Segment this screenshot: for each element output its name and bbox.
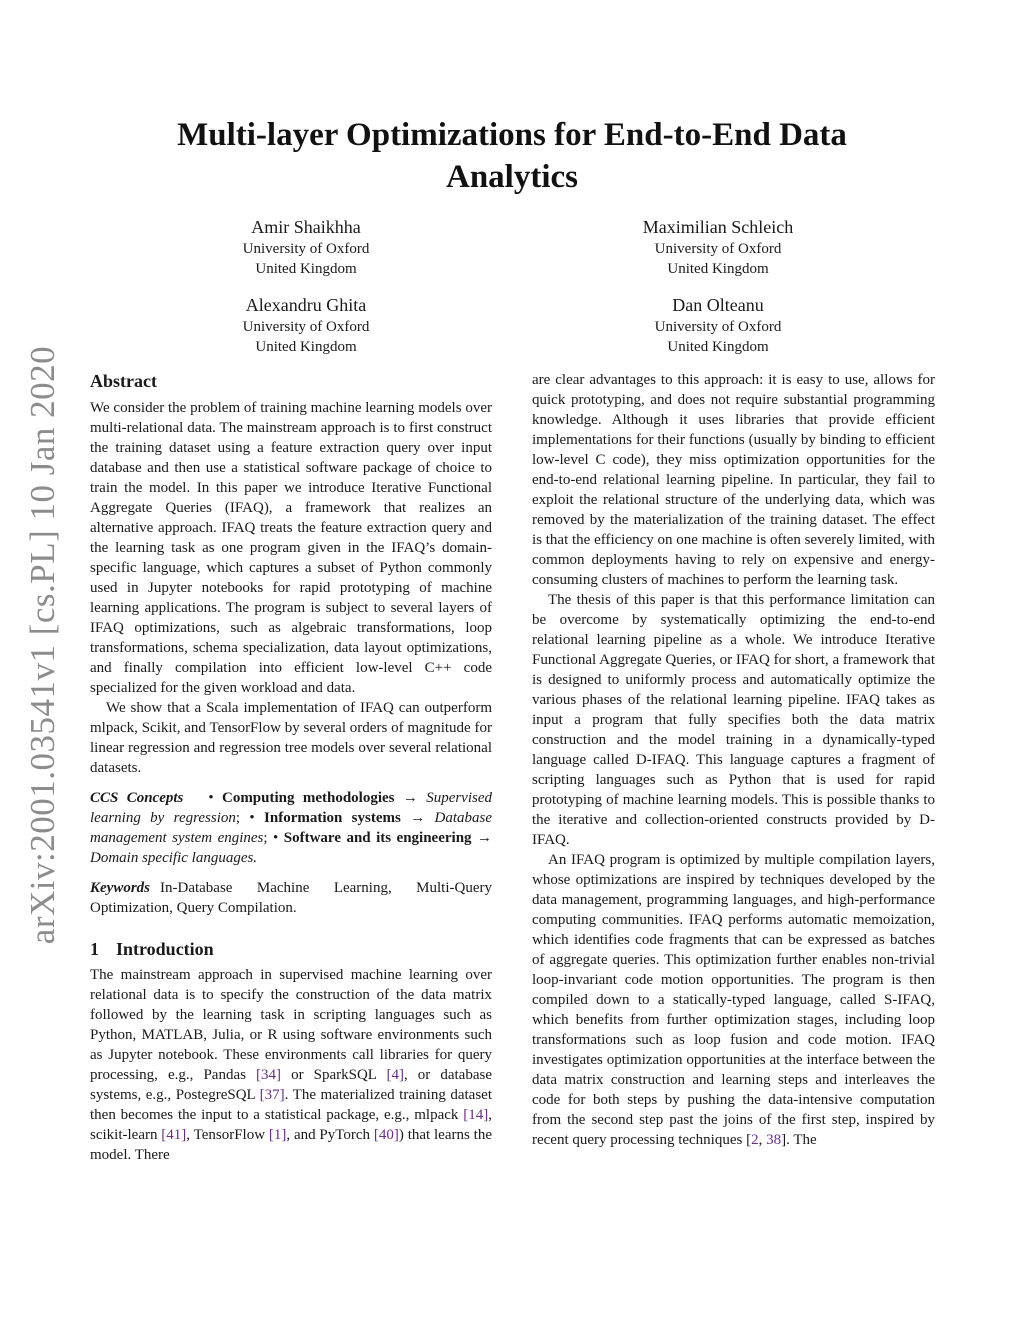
ccs-concepts: [90, 788, 492, 868]
ccs-bullet: •: [273, 830, 279, 846]
author-country: United Kingdom: [255, 339, 357, 355]
keywords-text: In-Database Machine Learning, Multi-Query Optimization, Query Compilation.: [90, 880, 492, 916]
citation-link[interactable]: [41]: [161, 1127, 187, 1143]
ccs-category: Computing methodologies: [221, 790, 395, 806]
abstract-paragraph: We consider the problem of training machine learning models over multi-relational data. The mainstream approach is to first construct the training dataset using a feature extraction query over input database and then use a statistical software package of choice to train the model. In this paper we introduce Iterative Functional Aggregate Queries (IFAQ), a framework that realizes an alternative approach. IFAQ treats the feature extraction query and the learning task as one program given in the IFAQ’s domain-specific language, which captures a subset of Python commonly used in Jupyter notebooks for rapid prototyping of machine learning applications. The program is subject to several layers of IFAQ optimizations, such as algebraic transformations, loop transformations, schema specialization, data layout optimizations, and finally compilation into efficient low-level C++ code specialized for the given workload and data.: [90, 400, 492, 696]
author-block: [558, 216, 878, 279]
citation-link[interactable]: [4]: [386, 1067, 404, 1083]
ccs-concept: Database management system engines: [90, 810, 493, 846]
arxiv-identifier: arXiv:2001.03541v1 [cs.PL] 10 Jan 2020: [23, 345, 62, 945]
author-affiliation: University of Oxford: [242, 319, 370, 335]
author-name: Amir Shaikhha: [251, 217, 361, 237]
author-country: United Kingdom: [667, 339, 769, 355]
keywords: [90, 878, 492, 918]
ccs-arrow: →: [477, 830, 493, 846]
section-number: 1: [90, 939, 99, 959]
section-heading: [90, 938, 492, 960]
ccs-separator: ;: [235, 810, 241, 826]
author-block: [146, 216, 466, 279]
intro-paragraph: An IFAQ program is optimized by multiple compilation layers, whose optimizations are inspired by techniques developed by the data management, programming languages, and high-performance computing communities. IFAQ performs automatic memoization, which identifies code fragments that can be expressed as batches of aggregate queries. This optimization further enables non-trivial loop-invariant code motion opportunities. The program is then compiled down to a statically-typed language, called S-IFAQ, which benefits from further optimization stages, including loop transformations such as loop fusion and code motion. IFAQ investigates optimization opportunities at the interface between the data matrix construction and learning steps and interleaves the code for both steps by pushing the data-intensive computation from the second step past the joins of the first step, inspired by recent query processing techniques [2, 38]. The: [532, 852, 935, 1148]
citation-link[interactable]: [34]: [256, 1067, 281, 1083]
ccs-concept: Supervised learning by regression: [90, 790, 493, 826]
author-name: Dan Olteanu: [672, 295, 764, 315]
author-name: Alexandru Ghita: [245, 295, 367, 315]
left-column: [90, 370, 492, 1165]
abstract-paragraph: We show that a Scala implementation of IFAQ can outperform mlpack, Scikit, and TensorFlow by several orders of magnitude for linear regression and regression tree models over several relational datasets.: [90, 700, 492, 776]
intro-paragraph: The thesis of this paper is that this performance limitation can be overcome by systematically optimizing the end-to-end relational learning pipeline as a whole. We introduce Iterative Functional Aggregate Queries, or IFAQ for short, a framework that is designed to uniformly process and automatically optimize the various phases of the relational learning pipeline. IFAQ takes as input a program that fully specifies both the data matrix construction and the model training in a dynamically-typed language called D-IFAQ. This language captures a fragment of scripting languages such as Python that is used for rapid prototyping of machine learning models. This is possible thanks to the iterative and collection-oriented constructs provided by D-IFAQ.: [532, 592, 935, 848]
citation-link[interactable]: [37]: [259, 1087, 285, 1103]
right-column: [532, 370, 935, 1150]
author-block: [146, 294, 466, 357]
author-affiliation: University of Oxford: [242, 241, 370, 257]
paper-title: Multi-layer Optimizations for End-to-End Data Analytics: [177, 117, 847, 195]
ccs-bullet: •: [249, 810, 255, 826]
citation-link[interactable]: [40]: [373, 1127, 399, 1143]
author-affiliation: University of Oxford: [654, 319, 782, 335]
ccs-concept: Domain specific languages.: [90, 850, 258, 866]
author-country: United Kingdom: [667, 261, 769, 277]
ccs-separator: ;: [263, 830, 268, 846]
ccs-category: Software and its engineering: [283, 830, 472, 846]
citation-link[interactable]: [1]: [268, 1127, 287, 1143]
author-affiliation: University of Oxford: [654, 241, 782, 257]
citation-link[interactable]: 38: [766, 1132, 782, 1148]
ccs-label: CCS Concepts: [90, 790, 184, 806]
citation-link[interactable]: [14]: [463, 1107, 489, 1123]
ccs-category: Information systems: [264, 810, 401, 826]
ccs-arrow: →: [410, 810, 426, 826]
ccs-bullet: •: [208, 790, 214, 806]
section-title: Introduction: [116, 939, 214, 959]
abstract-heading: Abstract: [90, 371, 157, 391]
author-name: Maximilian Schleich: [642, 217, 794, 237]
intro-paragraph: are clear advantages to this approach: it is easy to use, allows for quick prototyping, and does not require substantial programming knowledge. Although it uses libraries that provide efficient implementations for their functions (usually by binding to efficient low-level C code), they miss optimization opportunities for the end-to-end relational learning pipeline. In particular, they fail to exploit the relational structure of the underlying data, which was removed by the materialization of the training dataset. The effect is that the efficiency on one machine is often severely limited, with common deployments having to rely on expensive and energy-consuming clusters of machines to perform the learning task.: [532, 372, 935, 588]
author-block: [558, 294, 878, 357]
intro-paragraph: The mainstream approach in supervised machine learning over relational data is to specify the construction of the data matrix followed by the learning task in scripting languages such as Python, MATLAB, Julia, or R using software environments such as Jupyter notebook. These environments call libraries for query processing, e.g., Pandas [34] or SparkSQL [4], or database systems, e.g., PostegreSQL [37]. The materialized training dataset then becomes the input to a statistical package, e.g., mlpack [14], scikit-learn [41], TensorFlow [1], and PyTorch [40]) that learns the model. There: [90, 967, 492, 1163]
keywords-label: Keywords: [90, 880, 150, 896]
author-country: United Kingdom: [255, 261, 357, 277]
citation-link[interactable]: 2: [751, 1132, 759, 1148]
ccs-arrow: →: [402, 790, 418, 806]
